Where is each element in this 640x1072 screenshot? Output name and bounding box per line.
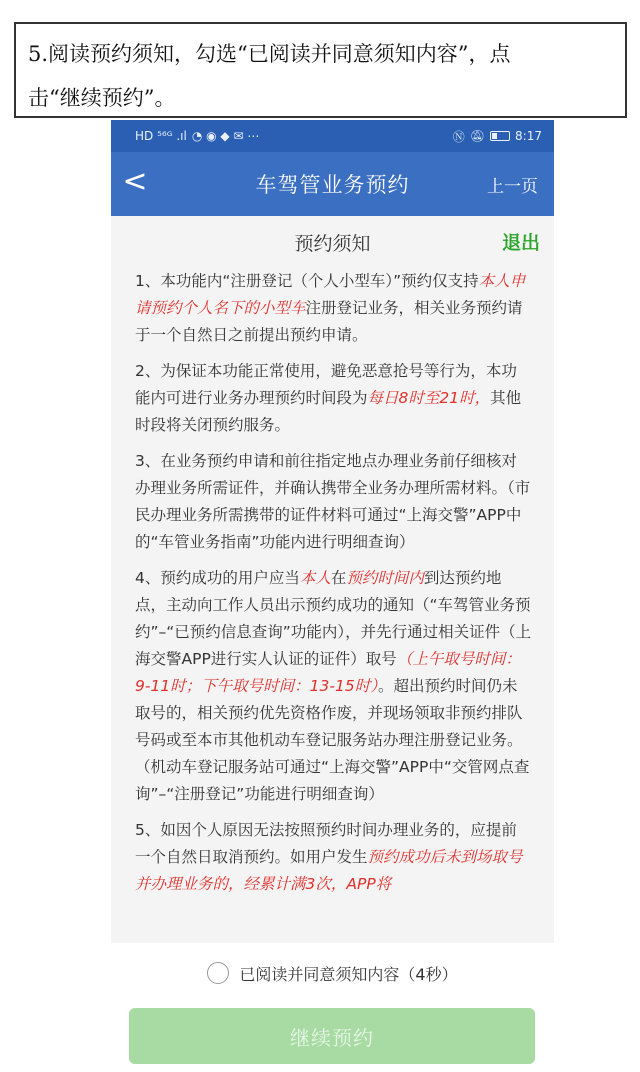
clock: 8:17 [515, 129, 542, 143]
p4-highlight-time: 预约时间内 [346, 569, 424, 587]
phone-screenshot [111, 120, 554, 1072]
continue-booking-button[interactable]: 继续预约 [129, 1008, 535, 1064]
p4-text-g: 。超出预约时间仍未取号的，相关预约优先资格作废，并现场领取非预约排队号码或至本市其他机动车登记服务站办理注册登记业务。（机动车登记服务站可通过“上海交警”APP中“交管网点查询”–“注册登记”功能进行明细查询） [135, 677, 530, 803]
agree-radio[interactable] [207, 962, 229, 984]
agree-checkbox-row[interactable] [111, 943, 554, 1003]
p2-highlight: 每日8时至21时， [367, 389, 491, 407]
notice-paragraph-4 [135, 565, 532, 808]
p2-text-c: 其他时段将关闭预约服务。 [135, 389, 522, 434]
instruction-line-2: 击“继续预约”。 [28, 86, 176, 110]
notice-header [111, 216, 554, 268]
p4-text-e: 到达预约地点，主动向工作人员出示预约成功的通知（“车驾管业务预约”–“已预约信息查询”功能内），并先行通过相关证件（上海交警APP进行实人认证的证件）取号 [135, 569, 532, 668]
page-title: 车驾管业务预约 [255, 173, 410, 197]
mute-icon: 🔕︎ [469, 129, 486, 143]
p4-text-c: 在 [330, 569, 347, 587]
instruction-box [14, 22, 627, 118]
p1-text-a: 1、本功能内“注册登记（个人小型车）”预约仅支持 [135, 272, 479, 290]
p4-highlight-self: 本人 [299, 569, 331, 587]
notice-paragraph-1 [135, 268, 532, 349]
app-notification-icons: ◔ ◉ ◆ ✉ ⋯ [191, 129, 260, 143]
p4-text-a: 4、预约成功的用户应当 [135, 569, 300, 587]
notice-title: 预约须知 [294, 232, 371, 255]
notice-paragraph-5 [135, 817, 532, 898]
back-icon[interactable]: < [122, 164, 148, 199]
agree-label[interactable]: 已阅读并同意须知内容（4秒） [239, 964, 458, 984]
instruction-line-1: 5.阅读预约须知，勾选“已阅读并同意须知内容”，点 [28, 42, 511, 66]
p3-text: 3、在业务预约申请和前往指定地点办理业务前仔细核对办理业务所需证件，并确认携带全业务办理所需材料。（市民办理业务所需携带的证件材料可通过“上海交警”APP中的“车管业务指南”功能内进行明细查询） [135, 452, 531, 551]
status-bar [111, 120, 554, 152]
nav-bar [111, 152, 554, 216]
p5-text-a: 5、如因个人原因无法按照预约时间办理业务的，应提前一个自然日取消预约。如用户发生 [135, 821, 517, 866]
notice-paragraph-3 [135, 448, 532, 556]
content-fade [111, 909, 554, 943]
notice-content[interactable] [111, 268, 554, 943]
previous-page-button[interactable]: 上一页 [487, 177, 538, 197]
exit-button[interactable]: 退出 [501, 232, 540, 254]
p1-text-c: 注册登记业务，相关业务预约请于一个自然日之前提出预约申请。 [135, 299, 523, 344]
p1-highlight: 本人申请预约个人名下的小型车 [135, 272, 526, 317]
nfc-icon: Ⓝ [452, 129, 465, 144]
signal-icon: HD ⁵⁶ᴳ .ıl [135, 129, 187, 143]
p2-text-a: 2、为保证本功能正常使用，避免恶意抢号等行为，本功能内可进行业务办理预约时间段为 [135, 362, 517, 407]
notice-paragraph-2 [135, 358, 532, 439]
p5-highlight: 预约成功后未到场取号并办理业务的，经累计满3次，APP将 [135, 848, 523, 893]
battery-icon [490, 131, 510, 141]
p4-highlight-hours: （上午取号时间：9-11时；下午取号时间：13-15时） [135, 650, 521, 695]
